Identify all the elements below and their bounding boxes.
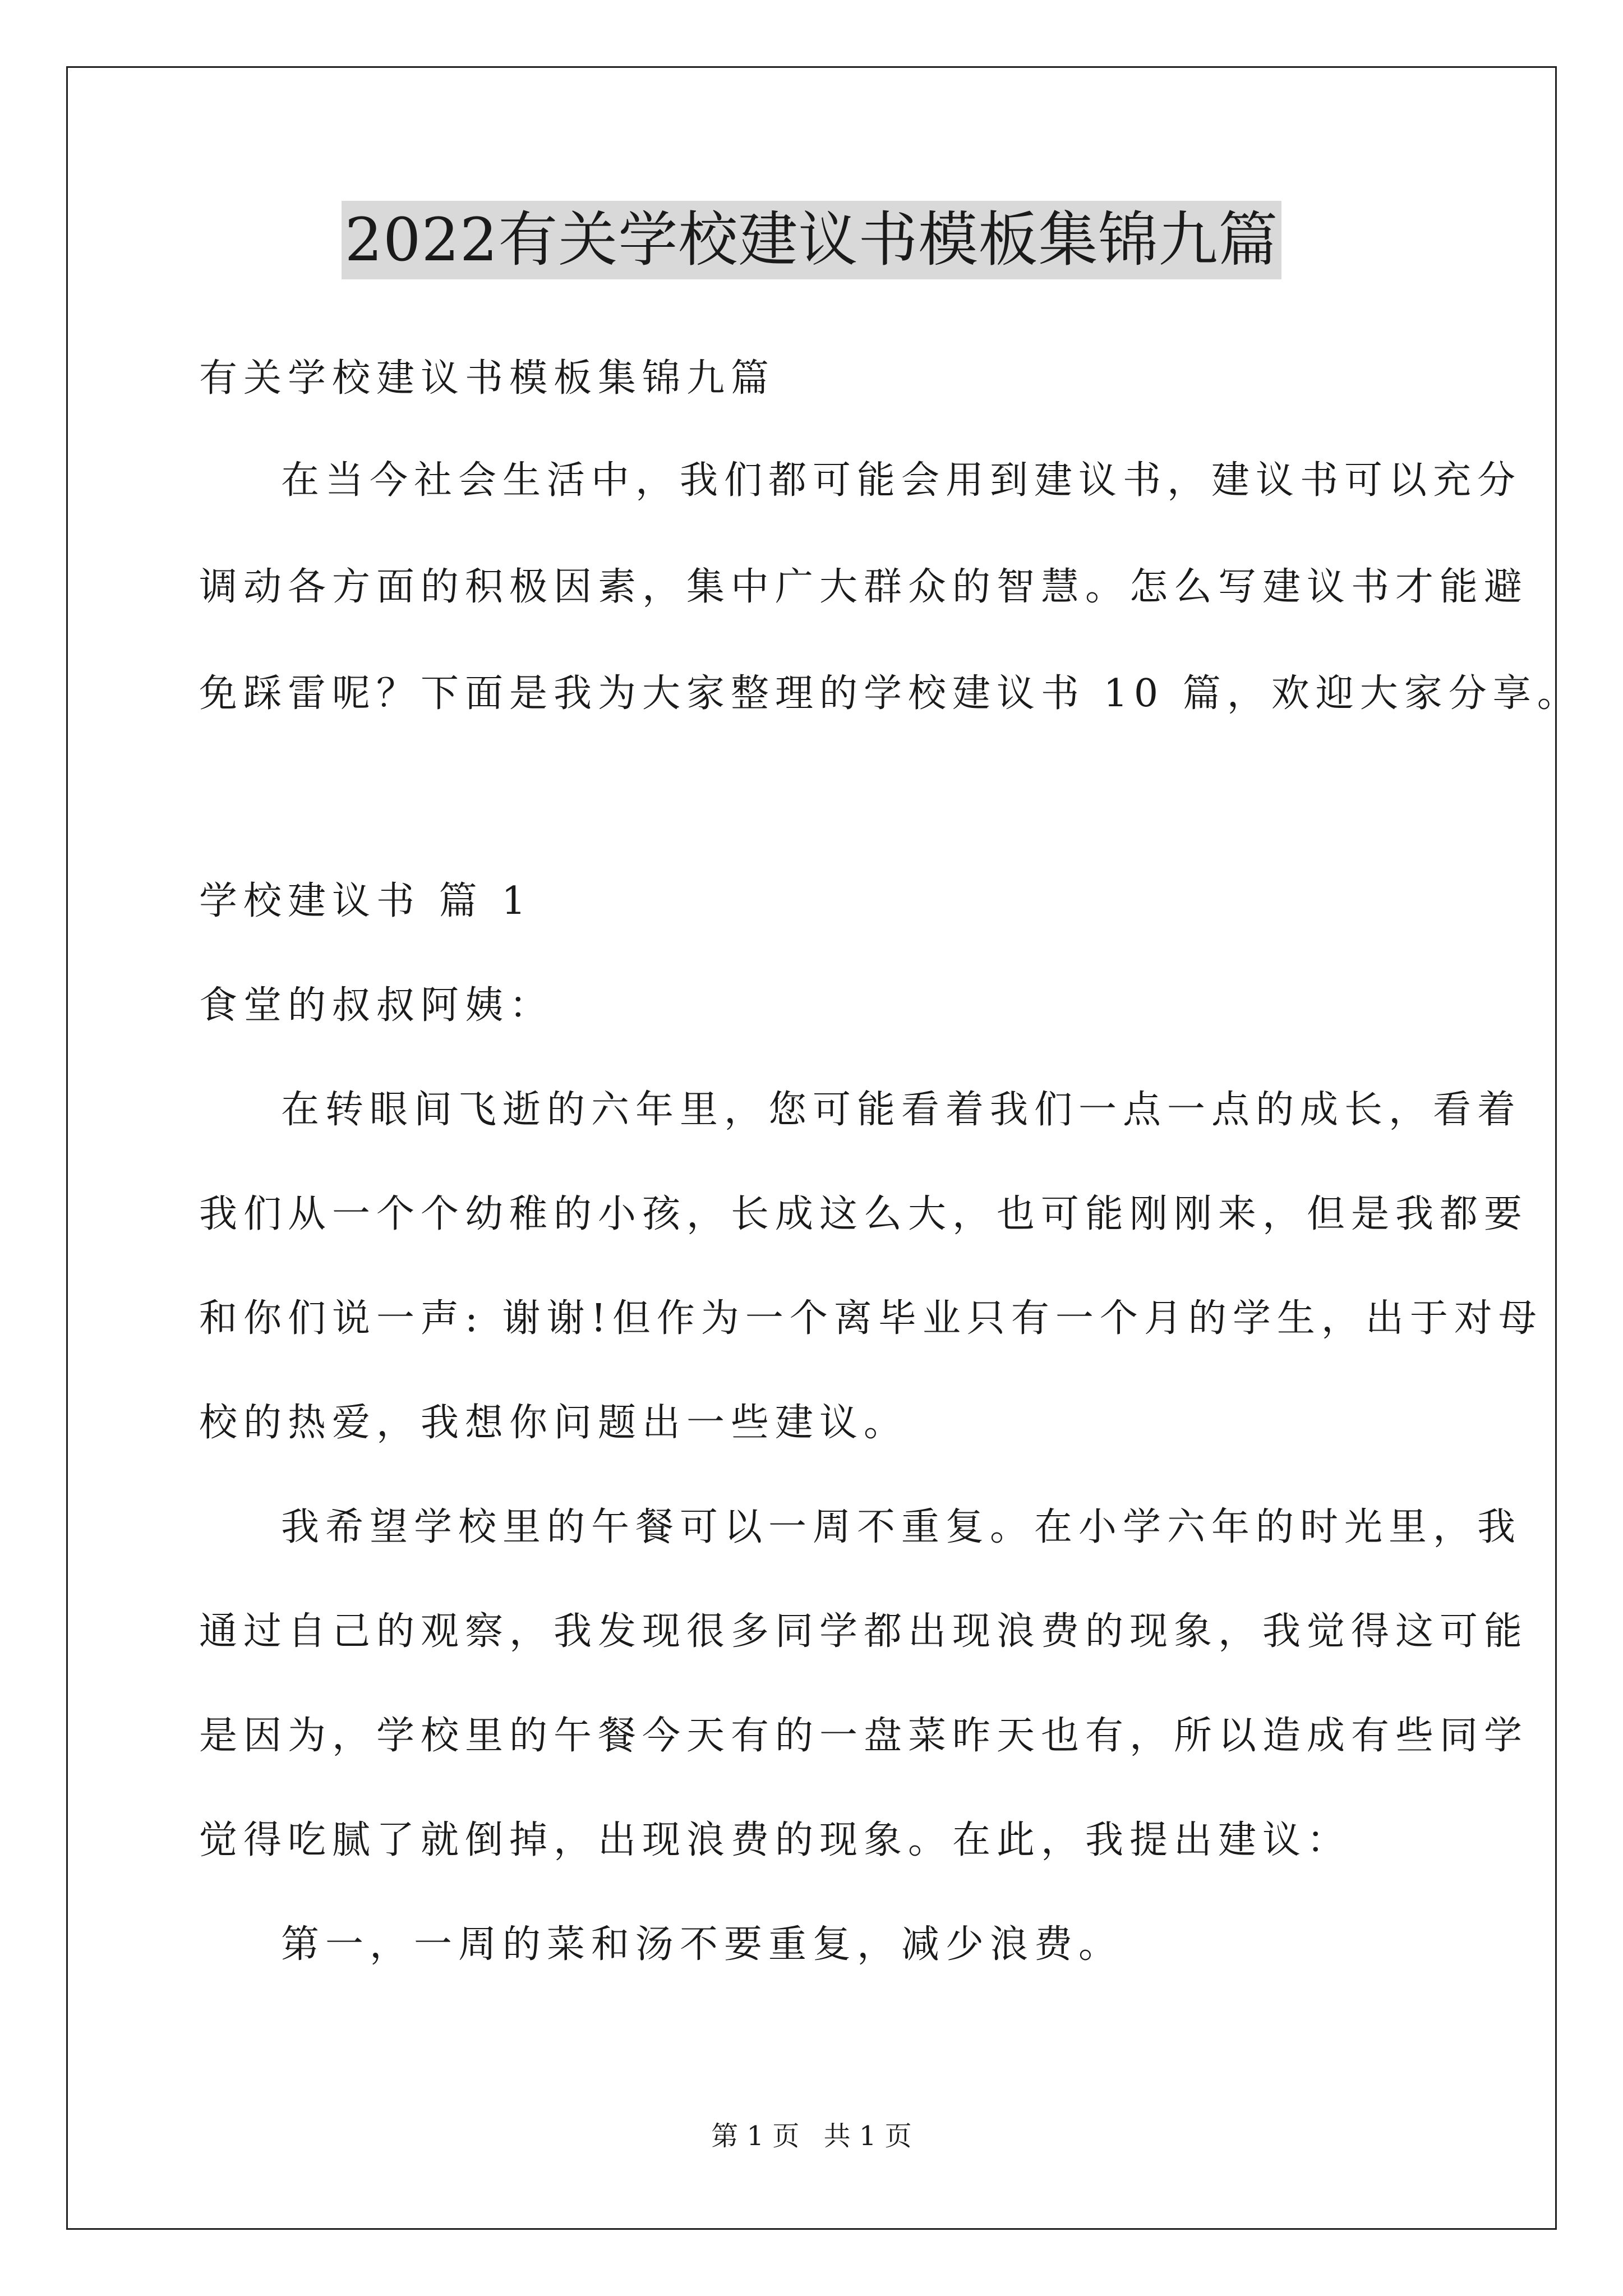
salutation: 食堂的叔叔阿姨： — [199, 983, 554, 1028]
title-container — [0, 201, 1623, 279]
paragraph2-line-2: 通过自己的观察，我发现很多同学都出现浪费的现象，我觉得这可能 — [199, 1609, 1529, 1654]
paragraph3-line-1: 第一，一周的菜和汤不要重复，减少浪费。 — [281, 1922, 1123, 1967]
paragraph2-line-1: 我希望学校里的午餐可以一周不重复。在小学六年的时光里，我 — [281, 1505, 1522, 1549]
paragraph1-line-3: 和你们说一声: 谢谢!但作为一个离毕业只有一个月的学生，出于对母 — [199, 1296, 1543, 1341]
subtitle: 有关学校建议书模板集锦九篇 — [199, 356, 776, 401]
page-number-current: 第 1 页 — [711, 2120, 800, 2152]
paragraph2-line-4: 觉得吃腻了就倒掉，出现浪费的现象。在此，我提出建议： — [199, 1818, 1352, 1862]
intro-line-1: 在当今社会生活中，我们都可能会用到建议书，建议书可以充分 — [281, 458, 1522, 503]
paragraph1-line-1: 在转眼间飞逝的六年里，您可能看着我们一点一点的成长，看着 — [281, 1088, 1522, 1132]
page-number-total: 共 1 页 — [823, 2120, 912, 2152]
paragraph1-line-2: 我们从一个个幼稚的小孩，长成这么大，也可能刚刚来，但是我都要 — [199, 1192, 1529, 1236]
page-footer — [0, 2119, 1623, 2153]
intro-line-3: 免踩雷呢？下面是我为大家整理的学校建议书 10 篇，欢迎大家分享。 — [199, 671, 1581, 716]
paragraph1-line-4: 校的热爱，我想你问题出一些建议。 — [199, 1401, 909, 1445]
intro-line-2: 调动各方面的积极因素，集中广大群众的智慧。怎么写建议书才能避 — [199, 565, 1529, 609]
document-title: 2022有关学校建议书模板集锦九篇 — [342, 201, 1282, 279]
section-heading: 学校建议书 篇 1 — [199, 879, 532, 923]
paragraph2-line-3: 是因为，学校里的午餐今天有的一盘菜昨天也有，所以造成有些同学 — [199, 1714, 1529, 1758]
